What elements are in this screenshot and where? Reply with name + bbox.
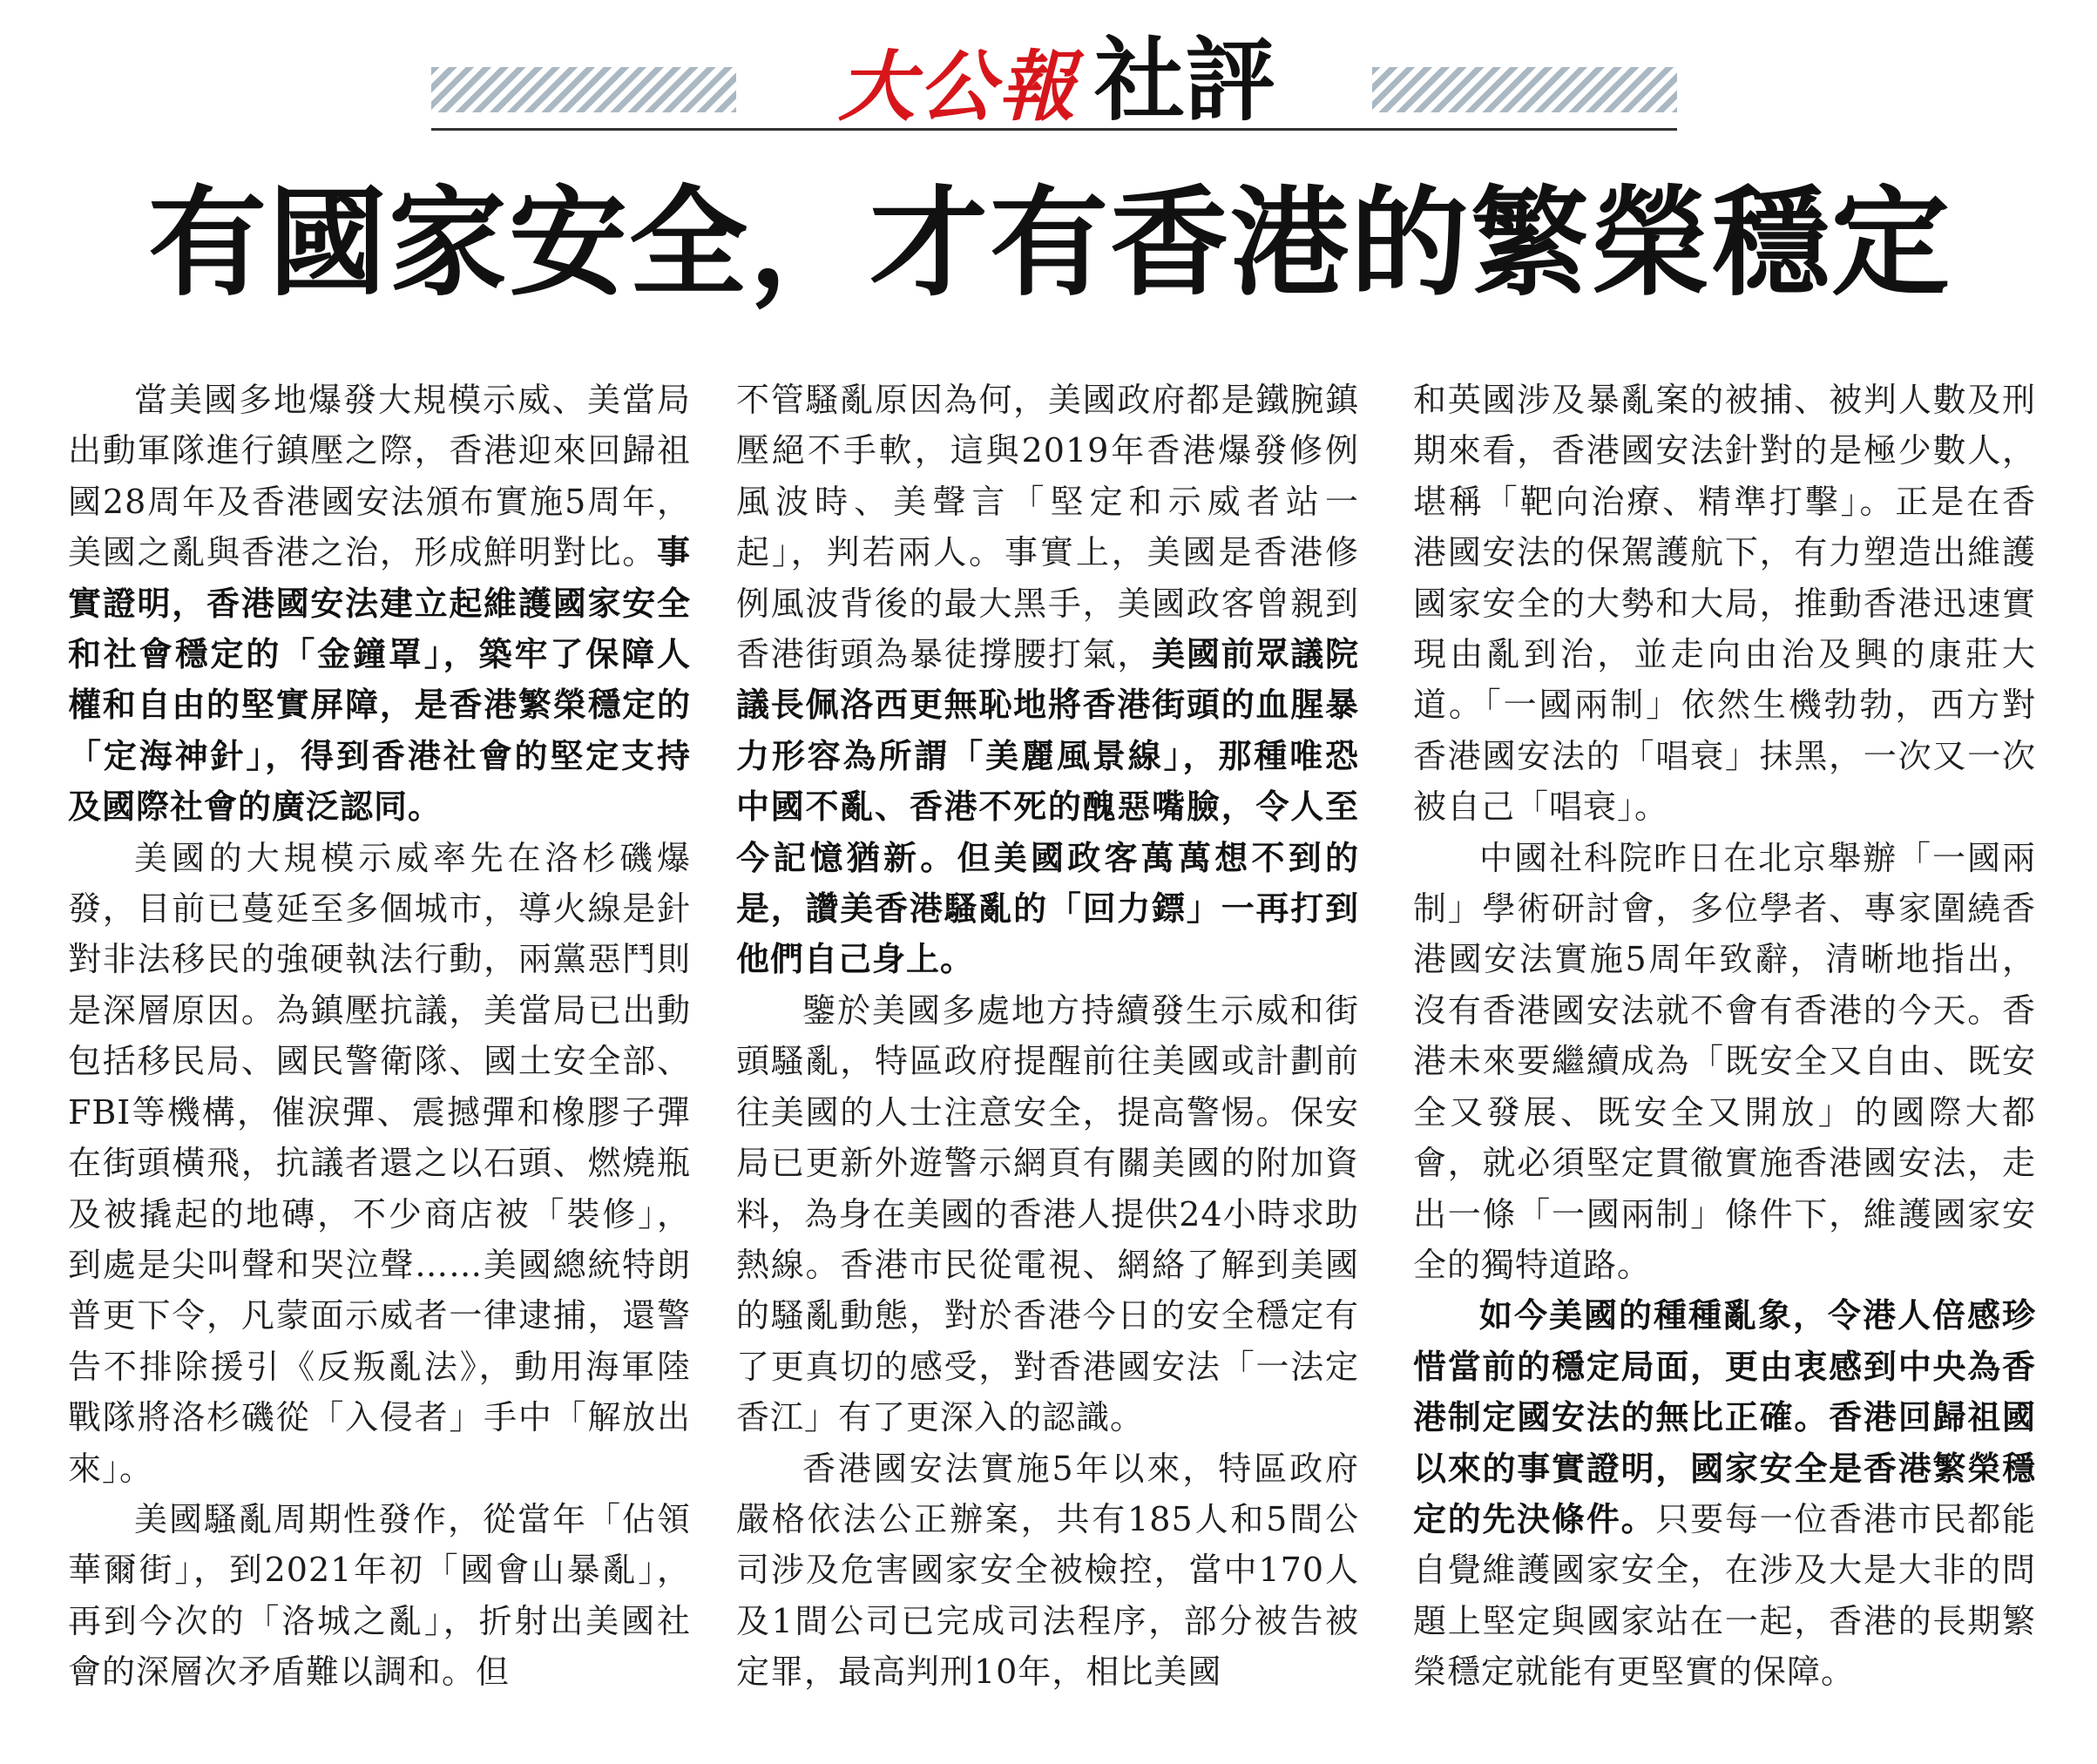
paragraph: 美國的大規模示威率先在洛杉磯爆發，目前已蔓延至多個城市，導火線是針對非法移民的強硬執法行動，兩黨惡鬥則是深層原因。為鎮壓抗議，美當局已出動包括移民局、國民警衛隊、國土安全部、FBI等機構，催淚彈、震撼彈和橡膠子彈在街頭橫飛，抗議者還之以石頭、燃燒瓶及被撬起的地磚，不少商店被「裝修」，到處是尖叫聲和哭泣聲……美國總統特朗普更下令，凡蒙面示威者一律逮捕，還警告不排除援引《反叛亂法》，動用海軍陸戰隊將洛杉磯從「入侵者」手中「解放出來」。	[68, 838, 691, 1488]
paragraph-text: 當美國多地爆發大規模示威、美當局出動軍隊進行鎮壓之際，香港迎來回歸祖國28周年及香港國安法頒布實施5周年，美國之亂與香港之治，形成鮮明對比。	[68, 381, 691, 572]
masthead-hatch-left	[431, 67, 736, 112]
masthead-brand	[795, 23, 1318, 133]
article-column-3	[1413, 375, 2036, 1742]
headline: 有國家安全，才有香港的繁榮穩定	[148, 175, 1952, 313]
article-column-2	[736, 375, 1359, 1742]
paragraph: 中國社科院昨日在北京舉辦「一國兩制」學術研討會，多位學者、專家圍繞香港國安法實施5周年致辭，清晰地指出，沒有香港國安法就不會有香港的今天。香港未來要繼續成為「既安全又自由、既安全又發展、既安全又開放」的國際大都會，就必須堅定貫徹實施香港國安法，走出一條「一國兩制」條件下，維護國家安全的獨特道路。	[1413, 838, 2036, 1284]
newspaper-logo: 大公報	[837, 42, 1079, 132]
paragraph	[736, 375, 1359, 985]
paragraph-emphasis: 如今美國的種種亂象，令港人倍感珍惜當前的穩定局面，更由衷感到中央為香港制定國安法的無比正確。香港回歸祖國以來的事實證明，國家安全是香港繁榮穩定的先決條件。	[1413, 1296, 2036, 1538]
masthead-hatch-right	[1372, 67, 1677, 112]
paragraph-emphasis: 事實證明，香港國安法建立起維護國家安全和社會穩定的「金鐘罩」，築牢了保障人權和自由的堅實屏障，是香港繁榮穩定的「定海神針」，得到香港社會的堅定支持及國際社會的廣泛認同。	[68, 533, 691, 827]
paragraph	[1413, 1290, 2036, 1697]
article-column-1	[68, 375, 691, 1742]
column-title: 社評	[1094, 27, 1276, 133]
paragraph: 美國騷亂周期性發作，從當年「佔領華爾街」，到2021年初「國會山暴亂」，再到今次的「洛城之亂」，折射出美國社會的深層次矛盾難以調和。但	[68, 1499, 691, 1692]
paragraph	[68, 375, 691, 833]
paragraph: 香港國安法實施5年以來，特區政府嚴格依法公正辦案，共有185人和5間公司涉及危害國家安全被檢控，當中170人及1間公司已完成司法程序，部分被告被定罪，最高判刑10年，相比美國	[736, 1449, 1359, 1692]
paragraph-text: 不管騷亂原因為何，美國政府都是鐵腕鎮壓絕不手軟，這與2019年香港爆發修例風波時、美聲言「堅定和示威者站一起」，判若兩人。事實上，美國是香港修例風波背後的最大黑手，美國政客曾親到香港街頭為暴徒撐腰打氣，	[736, 381, 1359, 674]
paragraph-emphasis: 美國前眾議院議長佩洛西更無恥地將香港街頭的血腥暴力形容為所謂「美麗風景線」，那種唯恐中國不亂、香港不死的醜惡嘴臉，令人至今記憶猶新。但美國政客萬萬想不到的是，讚美香港騷亂的「回力鏢」一再打到他們自己身上。	[736, 635, 1359, 979]
paragraph: 鑒於美國多處地方持續發生示威和街頭騷亂，特區政府提醒前往美國或計劃前往美國的人士注意安全，提高警惕。保安局已更新外遊警示網頁有關美國的附加資料，為身在美國的香港人提供24小時求助熱線。香港市民從電視、網絡了解到美國的騷亂動態，對於香港今日的安全穩定有了更真切的感受，對香港國安法「一法定香江」有了更深入的認識。	[736, 990, 1359, 1437]
masthead	[431, 19, 1677, 131]
paragraph-text: 只要每一位香港市民都能自覺維護國家安全，在涉及大是大非的問題上堅定與國家站在一起，香港的長期繁榮穩定就能有更堅實的保障。	[1413, 1499, 2036, 1692]
paragraph: 和英國涉及暴亂案的被捕、被判人數及刑期來看，香港國安法針對的是極少數人，堪稱「靶向治療、精準打擊」。正是在香港國安法的保駕護航下，有力塑造出維護國家安全的大勢和大局，推動香港迅速實現由亂到治，並走向由治及興的康莊大道。「一國兩制」依然生機勃勃，西方對香港國安法的「唱衰」抹黑，一次又一次被自己「唱衰」。	[1413, 381, 2036, 827]
